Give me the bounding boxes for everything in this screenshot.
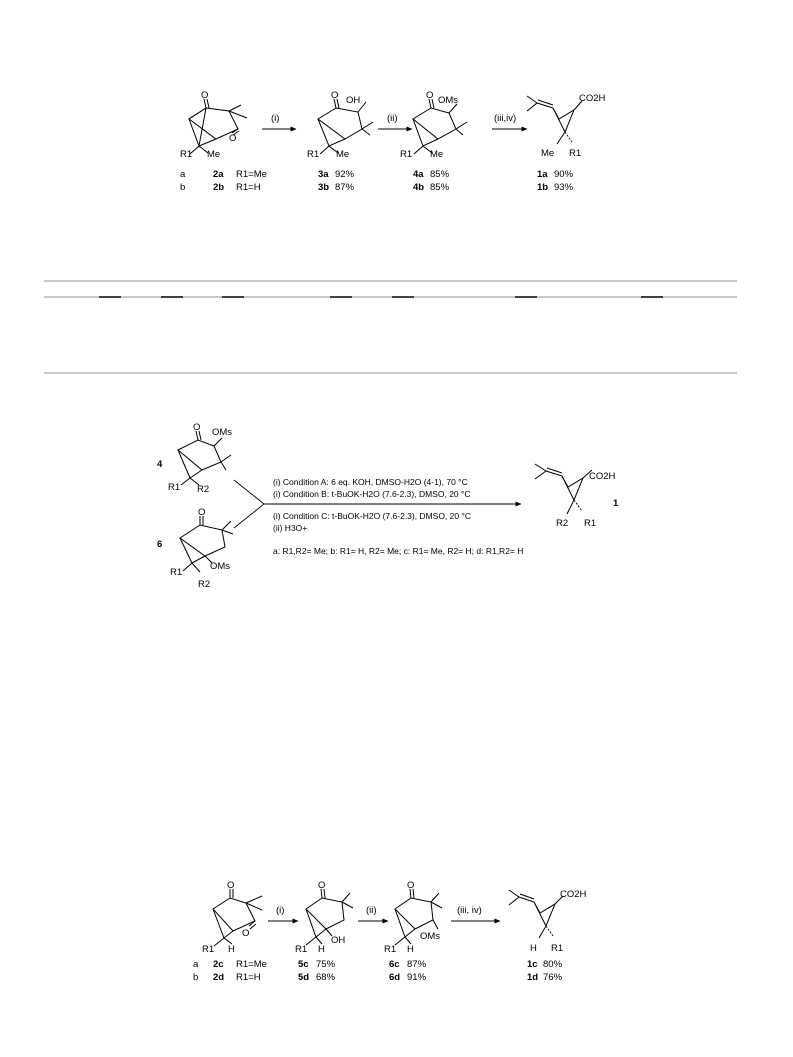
compound-label: 1c [527,959,538,970]
structure-1 [527,93,606,159]
scheme-2 [157,422,619,590]
table-rules [44,281,737,373]
atom-oms: OMs [420,931,441,942]
step-label: (ii) [387,113,398,124]
yield-text: 87% [407,959,427,970]
atom-o: O [229,133,237,144]
yield-text: 91% [407,972,427,983]
compound-label: 5d [298,972,310,983]
structure-1-generic [535,464,616,529]
atom-r1: R1 [307,149,320,160]
atom-oms: OMs [438,95,459,106]
scheme-3 [193,880,587,983]
condition-a: (i) Condition A: 6 eq. KOH, DMSO-H2O (4-1), 70 °C [273,477,468,487]
atom-o: O [331,90,339,101]
atom-h: H [228,944,235,955]
atom-r1: R1 [584,518,597,529]
atom-o: O [201,90,209,101]
structure-5 [295,880,353,955]
compound-label: 4a [413,169,424,180]
structure-2cd [202,880,262,955]
atom-r1: R1 [180,149,193,160]
atom-o: O [407,880,415,891]
atom-r1: R1 [551,943,564,954]
yield-text: 87% [335,182,355,193]
compound-label: 2d [213,972,225,983]
atom-me: Me [430,149,444,160]
compound-label: 6d [389,972,401,983]
converging-bracket [234,480,264,528]
atom-me: Me [541,148,555,159]
atom-r1: R1 [202,944,215,955]
substituent-text: R1=H [236,972,261,983]
yield-text: 93% [554,182,574,193]
compound-label: 1a [537,169,548,180]
atom-oh: OH [331,935,346,946]
atom-co2h: CO2H [579,93,606,104]
structure-1cd [509,889,587,954]
atom-r1: R1 [384,944,397,955]
step-label: (ii) [366,905,377,916]
substituent-text: R1=Me [236,169,267,180]
compound-number: 4 [157,459,163,470]
compound-label: 3a [318,169,329,180]
atom-r2: R2 [197,484,210,495]
structure-6 [384,880,442,955]
atom-o: O [198,507,206,518]
atom-oh: OH [346,95,361,106]
yield-text: 80% [543,959,563,970]
atom-r1: R1 [168,482,181,493]
compound-label: 2b [213,182,225,193]
atom-o: O [318,880,326,891]
yield-text: 85% [430,169,450,180]
yield-text: 92% [335,169,355,180]
yield-text: 90% [554,169,574,180]
condition-b: (i) Condition B: t-BuOK-H2O (7.6-2.3), DMSO, 20 °C [273,489,471,499]
atom-o: O [193,422,201,433]
compound-label: 3b [318,182,330,193]
atom-o: O [242,928,250,939]
atom-oms: OMs [210,561,231,572]
row-label-a: a [180,169,186,180]
yield-text: 68% [316,972,336,983]
step-label: (iii, iv) [457,905,482,916]
yield-text: 85% [430,182,450,193]
yield-text: 76% [543,972,563,983]
atom-oms: OMs [212,427,233,438]
compound-label: 4b [413,182,425,193]
scheme-1 [180,90,606,193]
atom-r1: R1 [569,148,582,159]
atom-h: H [530,943,537,954]
compound-label: 1d [527,972,539,983]
substituent-text: R1=H [236,182,261,193]
atom-co2h: CO2H [589,471,616,482]
atom-me: Me [336,149,350,160]
atom-r2: R2 [198,579,211,590]
atom-r1: R1 [170,567,183,578]
atom-me: Me [207,149,221,160]
structure-3 [307,90,373,160]
structure-4-generic [168,422,232,495]
compound-number: 6 [157,539,163,550]
compound-number: 1 [613,498,619,509]
compound-label: 1b [537,182,549,193]
substituent-key: a: R1,R2= Me; b: R1= H, R2= Me; c: R1= Me, R2= H; d: R1,R2= H [273,546,524,556]
compound-label: 5c [298,959,309,970]
step-label: (i) [276,905,285,916]
atom-o: O [227,880,235,891]
row-label-b: b [193,972,199,983]
condition-c: (i) Condition C: t-BuOK-H2O (7.6-2.3), DMSO, 20 °C [273,511,472,521]
atom-o: O [426,90,434,101]
step-label: (iii,iv) [494,113,517,124]
atom-r1: R1 [295,944,308,955]
atom-r1: R1 [400,149,413,160]
atom-r2: R2 [556,518,569,529]
atom-co2h: CO2H [560,889,587,900]
compound-label: 2a [213,169,224,180]
structure-6-generic [170,507,233,590]
yield-text: 75% [316,959,336,970]
substituent-text: R1=Me [236,959,267,970]
condition-c-workup: (ii) H3O+ [273,523,308,533]
compound-label: 2c [213,959,224,970]
structure-2 [180,90,247,160]
row-label-b: b [180,182,186,193]
step-label: (i) [271,113,280,124]
atom-h: H [318,944,325,955]
structure-4 [400,90,467,160]
atom-h: H [407,944,414,955]
row-label-a: a [193,959,199,970]
compound-label: 6c [389,959,400,970]
